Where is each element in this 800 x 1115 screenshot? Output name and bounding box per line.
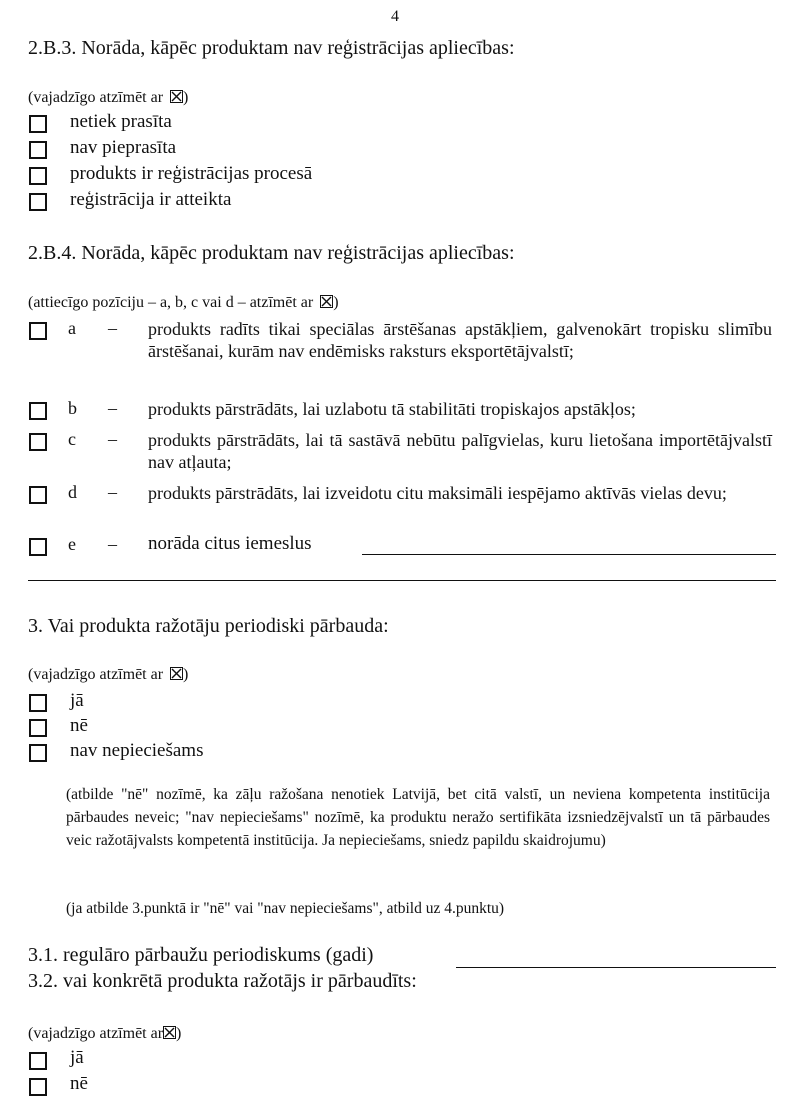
option-label: produkts ir reģistrācijas procesā — [70, 163, 313, 184]
option-d-text: produkts pārstrādāts, lai izveidotu citu maksimāli iespējamo aktīvās vielas devu; — [148, 483, 727, 503]
section-2b3-instruction — [28, 89, 188, 107]
section-3-1-label: 3.1. regulāro pārbaužu periodiskums (gadi) — [28, 944, 374, 966]
instruction-end: ) — [183, 666, 189, 683]
checkbox-option-a[interactable] — [29, 322, 47, 340]
checkbox-registracijas-procesa[interactable] — [29, 167, 47, 185]
option-a-text: produkts radīts tikai speciālas ārstēšanas apstākļiem, galvenokārt tropisku slimību ārstēšanai, kurām nav endēmisks raksturs eksportētājvalstī; — [148, 319, 772, 361]
instruction-text: (attiecīgo pozīciju – a, b, c vai d – atzīmēt ar — [28, 294, 314, 311]
section-3-followup-note: (ja atbilde 3.punktā ir "nē" vai "nav nepieciešams", atbild uz 4.punktu) — [66, 900, 505, 917]
checkbox-option-e[interactable] — [29, 538, 47, 556]
checkbox-ja[interactable] — [29, 694, 47, 712]
option-c-text: produkts pārstrādāts, lai tā sastāvā nebūtu palīgvielas, kuru lietošana importētājvalstī nav atļauta; — [148, 430, 772, 472]
option-dash: – — [108, 534, 117, 554]
section-3-heading: 3. Vai produkta ražotāju periodiski pārbauda: — [28, 615, 389, 637]
section-3-2-label: 3.2. vai konkrētā produkta ražotājs ir pārbaudīts: — [28, 970, 417, 992]
option-e-text: norāda citus iemeslus — [148, 533, 312, 554]
checkbox-option-b[interactable] — [29, 402, 47, 420]
checkbox-option-c[interactable] — [29, 433, 47, 451]
option-letter: d — [68, 482, 77, 502]
option-label: nē — [70, 715, 88, 736]
option-label: netiek prasīta — [70, 111, 172, 132]
x-square-icon — [320, 295, 333, 308]
option-letter: a — [68, 318, 76, 338]
instruction-end: ) — [183, 89, 189, 106]
option-label: nav pieprasīta — [70, 137, 177, 158]
other-reasons-input-line[interactable] — [362, 554, 776, 555]
checkbox-registracija-atteikta[interactable] — [29, 193, 47, 211]
checkbox-option-d[interactable] — [29, 486, 47, 504]
checkbox-nav-pieprasita[interactable] — [29, 141, 47, 159]
checkbox-ne[interactable] — [29, 719, 47, 737]
periodicity-input-line[interactable] — [456, 967, 776, 968]
option-b-text: produkts pārstrādāts, lai uzlabotu tā stabilitāti tropiskajos apstākļos; — [148, 399, 636, 419]
option-dash: – — [108, 398, 117, 418]
checkbox-ne-3-2[interactable] — [29, 1078, 47, 1096]
page-number: 4 — [391, 8, 399, 25]
section-2b4-heading: 2.B.4. Norāda, kāpēc produktam nav reģistrācijas apliecības: — [28, 242, 515, 264]
checkbox-netiek-prasita[interactable] — [29, 115, 47, 133]
option-letter: e — [68, 534, 76, 554]
option-letter: c — [68, 429, 76, 449]
x-square-icon — [170, 667, 183, 680]
option-letter: b — [68, 398, 77, 418]
other-reasons-input-line-2[interactable] — [28, 580, 776, 581]
option-dash: – — [108, 429, 117, 449]
section-3-instruction — [28, 666, 188, 684]
option-dash: – — [108, 482, 117, 502]
instruction-text: (vajadzīgo atzīmēt ar — [28, 1025, 164, 1042]
section-3-explanation: (atbilde "nē" nozīmē, ka zāļu ražošana nenotiek Latvijā, bet citā valstī, un neviena kompetenta institūcija pārbaudes neveic; "nav nepieciešams" nozīmē, ka produktu neražo sertifikāta izsniedzējvalstī un tā pārbaudes veic ražotājvalsts kompetentā institūcija. Ja nepieciešams, sniedz papildu skaidrojumu) — [66, 786, 770, 849]
section-2b3-heading: 2.B.3. Norāda, kāpēc produktam nav reģistrācijas apliecības: — [28, 37, 515, 59]
instruction-text: (vajadzīgo atzīmēt ar — [28, 666, 164, 683]
option-label: nē — [70, 1073, 88, 1094]
x-square-icon — [163, 1026, 176, 1039]
option-label: reģistrācija ir atteikta — [70, 189, 232, 210]
section-2b4-instruction — [28, 294, 339, 312]
checkbox-ja-3-2[interactable] — [29, 1052, 47, 1070]
instruction-end: ) — [176, 1025, 182, 1042]
instruction-text: (vajadzīgo atzīmēt ar — [28, 89, 164, 106]
checkbox-nav-nepieciesams[interactable] — [29, 744, 47, 762]
option-dash: – — [108, 318, 117, 338]
option-label: jā — [70, 690, 84, 711]
x-square-icon — [170, 90, 183, 103]
option-label: nav nepieciešams — [70, 740, 204, 761]
instruction-end: ) — [333, 294, 339, 311]
option-label: jā — [70, 1047, 84, 1068]
section-3-2-instruction — [28, 1025, 181, 1043]
